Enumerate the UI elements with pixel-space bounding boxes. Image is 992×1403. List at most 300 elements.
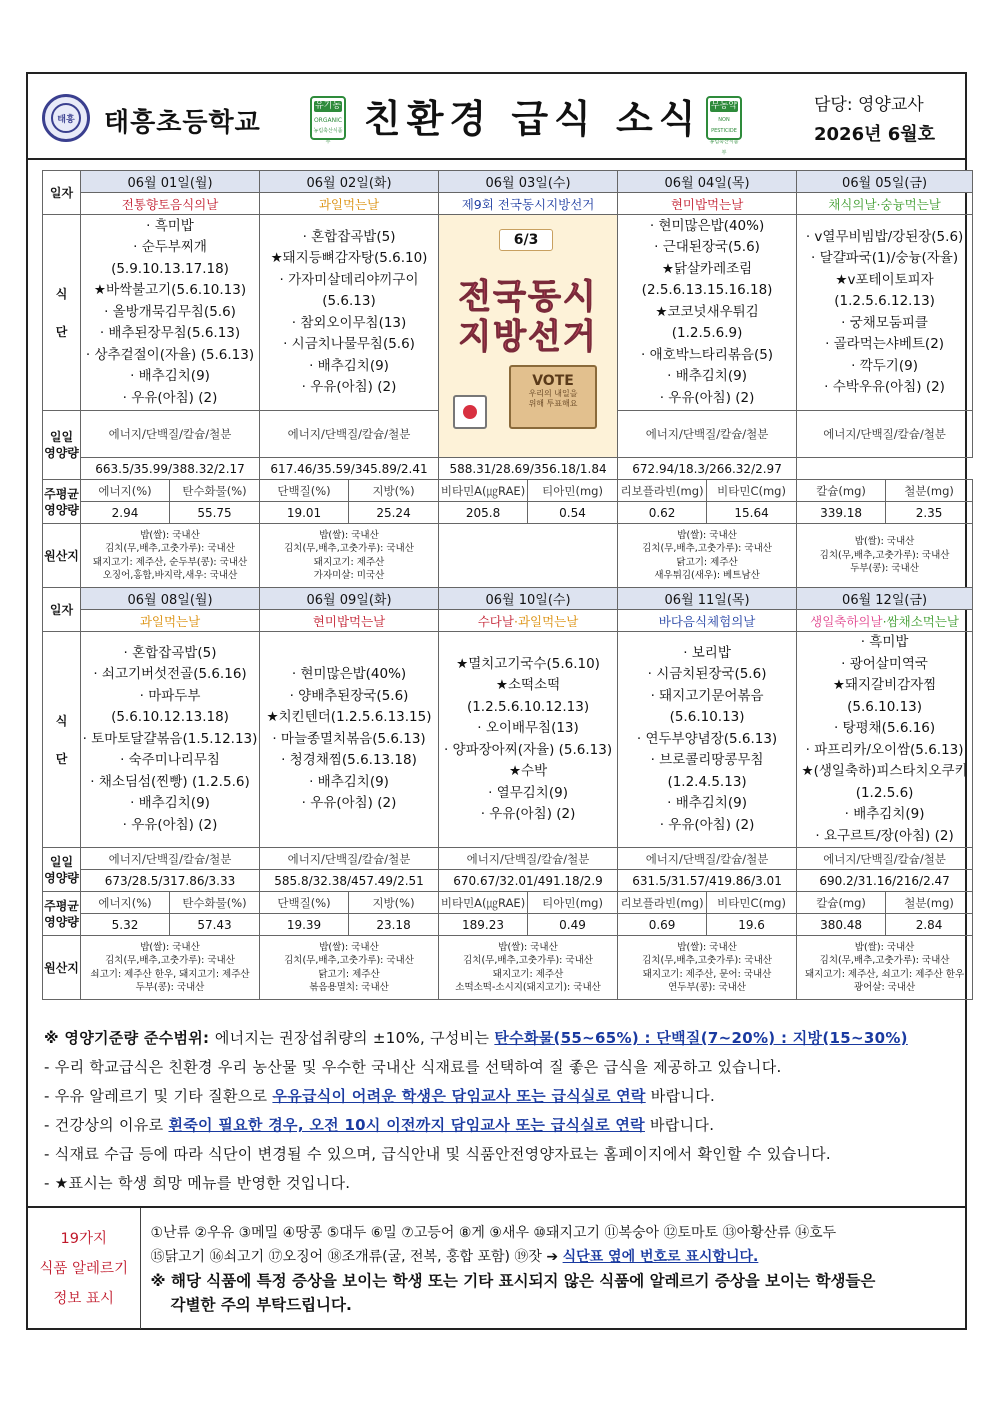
avg-value: 19.39: [260, 914, 349, 936]
menu-item: ★v포테이토피자: [835, 271, 934, 288]
allergy-label-3: 정보 표시: [53, 1290, 115, 1307]
poster-title: 전국동시 지방선거: [458, 277, 598, 357]
day-theme: 현미밥먹는날: [618, 193, 797, 215]
day-date: 06월 02일(화): [260, 171, 439, 193]
nutrition-head: 에너지/단백질/칼슘/철분: [81, 411, 260, 458]
day-menu: [618, 632, 797, 848]
menu-item: · 순두부찌개: [133, 239, 207, 256]
avg-label-2: 영양량: [44, 502, 79, 517]
menu-item: ★돼지갈비감자찜(5.6.10.13): [832, 677, 937, 715]
allergy-list-2b: 식단표 옆에 번호로 표시합니다.: [562, 1248, 759, 1265]
avg-head: 칼슘(mg): [797, 892, 886, 914]
note-porridge-a: - 건강상의 이유로: [44, 1116, 169, 1134]
avg-label: [43, 480, 81, 524]
menu-item: · 배추김치(9): [667, 368, 747, 385]
allergy-body: [140, 1207, 965, 1329]
avg-head: 지방(%): [349, 480, 439, 502]
avg-head: 철분(mg): [886, 892, 973, 914]
menu-item: · 시금치된장국(5.6): [647, 666, 767, 683]
date-row: [43, 588, 973, 610]
menu-item: ★돼지등뼈감자탕(5.6.10): [270, 250, 428, 266]
menu-item: (1.2.5.6.10.12.13): [466, 698, 590, 715]
nutrition-value: 672.94/18.3/266.32/2.97: [618, 458, 797, 480]
note-ingredients: - 우리 학교급식은 친환경 우리 농산물 및 우수한 국내산 식재료를 선택하여 질 좋은 급식을 제공하고 있습니다.: [44, 1058, 782, 1076]
day-theme: [797, 610, 973, 632]
avg-value: 19.01: [260, 502, 349, 524]
note-milk-a: - 우유 알레르기 및 기타 질환으로: [44, 1087, 273, 1105]
day-origin: [260, 524, 439, 588]
menu-item: · 마늘종멸치볶음(5.6.13): [272, 730, 426, 747]
meal-label-2: 단: [55, 324, 68, 339]
avg-head: 에너지(%): [81, 892, 170, 914]
note-porridge-c: 바랍니다.: [644, 1116, 715, 1134]
avg-value: 0.49: [528, 914, 618, 936]
day-origin: [797, 936, 973, 1000]
day-theme: 채식의날·숭늉먹는날: [797, 193, 973, 215]
avg-value: 25.24: [349, 502, 439, 524]
notes: [44, 1024, 954, 1198]
origin-row: [43, 524, 973, 588]
avg-value: 15.64: [707, 502, 797, 524]
origin-item: 밥(쌀): 국내산: [677, 941, 737, 953]
origin-item: 김치(무,배추,고춧가루): 국내산: [642, 543, 772, 554]
menu-item: · 양배추된장국(5.6): [289, 687, 409, 704]
avg-head: 비타민C(mg): [707, 480, 797, 502]
day-menu: [439, 632, 618, 848]
menu-item: · 시금치나물무침(5.6): [283, 336, 415, 352]
menu-item: · 배추김치(9): [130, 368, 210, 385]
badge-foot: 농림축산식품부: [313, 128, 343, 145]
day-date: 06월 08일(월): [81, 588, 260, 610]
theme-part: 수다날: [477, 613, 514, 629]
nutrition-value: 588.31/28.69/356.18/1.84: [439, 458, 618, 480]
avg-head: 리보플라빈(mg): [618, 892, 707, 914]
school-name: 태흥초등학교: [104, 108, 261, 138]
day-date: 06월 10일(수): [439, 588, 618, 610]
nutrition-head: 에너지/단백질/칼슘/철분: [618, 848, 797, 870]
origin-item: 밥(쌀): 국내산: [319, 941, 379, 953]
menu-item: · 쇠고기버섯전골(5.6.16): [93, 666, 247, 683]
school-emblem-icon: [42, 94, 90, 142]
allergy-label: [28, 1207, 140, 1329]
allergy-label-2: 식품 알레르기: [39, 1260, 129, 1277]
nutrition-head: 에너지/단백질/칼슘/철분: [797, 848, 973, 870]
election-poster: [439, 215, 618, 458]
poster-vote: VOTE: [532, 373, 574, 389]
menu-item: (1.2.5.6.12.13): [834, 293, 935, 309]
menu-item: · 궁채모둠피클: [841, 314, 928, 331]
header: [28, 74, 965, 160]
avg-value: 19.6: [707, 914, 797, 936]
day-menu: [797, 215, 973, 411]
avg-label-1: 주평균: [44, 486, 79, 501]
avg-head: 탄수화물(%): [170, 892, 260, 914]
menu-item: ★멸치고기국수(5.6.10): [456, 655, 600, 672]
menu-item: · 탕평채(5.6.16): [833, 720, 936, 736]
meal-label: [43, 632, 81, 848]
menu-item: · 배추김치(9): [130, 795, 210, 812]
origin-item: 돼지고기: 제주산, 문어: 국내산: [642, 968, 772, 980]
origin-row: [43, 936, 973, 1000]
menu-item: · 혼합잡곡밥(5): [302, 228, 396, 245]
avg-value: 5.32: [81, 914, 170, 936]
day-theme: 현미밥먹는날: [260, 610, 439, 632]
menu-item: · 애호박느타리볶음(5): [641, 346, 774, 363]
avg-head: 단백질(%): [260, 480, 349, 502]
day-date: 06월 01일(월): [81, 171, 260, 193]
avg-value-row: [43, 502, 973, 524]
avg-head-row: [43, 892, 973, 914]
poster-body: [439, 215, 617, 457]
daily-label: [43, 848, 81, 892]
avg-head: 탄수화물(%): [170, 480, 260, 502]
origin-item: 밥(쌀): 국내산: [677, 529, 737, 541]
avg-label-1: 주평균: [44, 898, 79, 913]
allergy-list-1: ①난류 ②우유 ③메밀 ④땅콩 ⑤대두 ⑥밀 ⑦고등어 ⑧게 ⑨새우 ⑩돼지고기 ⑪복숭아 ⑫토마토 ⑬아황산류 ⑭호두: [150, 1224, 837, 1241]
origin-item: 김치(무,배추,고춧가루): 국내산: [105, 543, 235, 554]
origin-item: 김치(무,배추,고춧가루): 국내산: [284, 955, 414, 966]
origin-item: 볶음용멸치: 국내산: [309, 982, 389, 993]
ballot-box-icon: [509, 365, 597, 429]
menu-item: (1.2.5.6.9): [671, 325, 743, 342]
badge-foot: 농림축산식품부: [709, 139, 739, 156]
menu-item: · 양파장아찌(자율) (5.6.13): [443, 741, 613, 758]
date-label: 일자: [43, 171, 81, 215]
avg-value: 0.54: [528, 502, 618, 524]
menu-item: · 깍두기(9): [851, 357, 918, 374]
avg-value: 55.75: [170, 502, 260, 524]
newsletter-frame: [26, 72, 967, 1330]
badge-sub: NON PESTICIDE: [711, 117, 737, 134]
origin-item: 광어살: 국내산: [853, 982, 916, 993]
meal-label-1: 식: [55, 286, 68, 301]
theme-part: ·쌈채소먹는날: [882, 613, 960, 629]
menu-item: · 청경채찜(5.6.13.18): [281, 752, 417, 769]
day-origin: [260, 936, 439, 1000]
daily-nutrition-row: [43, 848, 973, 870]
menu-item: · 마파두부(5.6.10.12.13.18): [111, 687, 229, 726]
day-date: 06월 03일(수): [439, 171, 618, 193]
avg-value-row: [43, 914, 973, 936]
origin-item: 밥(쌀): 국내산: [140, 529, 200, 541]
menu-item: · 토마토달걀볶음(1.5.12.13): [82, 730, 258, 747]
menu-item: · 상추겉절이(자율) (5.6.13): [85, 346, 255, 363]
day-origin: [618, 936, 797, 1000]
badge-sub: ORGANIC: [313, 117, 343, 124]
day-origin: [439, 936, 618, 1000]
menu-item: · 올방개묵김무침(5.6): [104, 303, 236, 320]
day-origin: [81, 936, 260, 1000]
daily-label-1: 일일: [49, 430, 74, 444]
menu-item: · 배추김치(9): [309, 773, 389, 790]
note-porridge-b: 흰죽이 필요한 경우, 오전 10시 이전까지 담임교사 또는 급식실로 연락: [168, 1116, 645, 1134]
menu-item: ★소떡소떡: [495, 677, 561, 693]
origin-item: 밥(쌀): 국내산: [498, 941, 558, 953]
day-menu: [618, 215, 797, 411]
daily-nutrition-values: [43, 458, 973, 480]
issue-month: 2026년 6월호: [814, 124, 936, 145]
daily-label-2: 영양량: [44, 446, 79, 460]
day-origin: [618, 524, 797, 588]
menu-item: ★바싹불고기(5.6.10.13): [93, 282, 247, 299]
avg-head: 칼슘(mg): [797, 480, 886, 502]
note-star: - ★표시는 학생 희망 메뉴를 반영한 것입니다.: [44, 1174, 351, 1192]
allergy-caution: ※ 해당 식품에 특정 증상을 보이는 학생 또는 기타 표시되지 않은 식품에 알레르기 증상을 보이는 학생들은: [150, 1271, 876, 1290]
menu-item: (1.2.5.6): [855, 784, 914, 801]
avg-value: 205.8: [439, 502, 528, 524]
menu-item: · 채소딤섬(찐빵) (1.2.5.6): [90, 773, 250, 790]
date-row: [43, 171, 973, 193]
day-theme: 바다음식체험의날: [618, 610, 797, 632]
origin-label: 원산지: [43, 524, 81, 588]
menu-item: · 근대된장국(5.6): [654, 239, 760, 256]
theme-part: 생일축하의날: [810, 613, 883, 629]
poster-sub: 우리의 내일을 위해 투표해요: [528, 389, 578, 408]
page-title: 친환경 급식 소식: [364, 97, 702, 141]
avg-value: 189.23: [439, 914, 528, 936]
allergy-list-2a: ⑮닭고기 ⑯쇠고기 ⑰오징어 ⑱조개류(굴, 전복, 홍합 포함) ⑲잣 ➔: [150, 1248, 563, 1265]
menu-item: · 우유(아침) (2): [659, 389, 755, 406]
avg-value: 380.48: [797, 914, 886, 936]
day-origin: [439, 524, 618, 588]
date-label: 일자: [43, 588, 81, 632]
menu-item: · 열무김치(9): [488, 784, 568, 801]
menu-item: (5.9.10.13.17.18): [111, 260, 229, 277]
meal-label: [43, 215, 81, 411]
avg-head: 티아민(mg): [528, 480, 618, 502]
nutrition-head: 에너지/단백질/칼슘/철분: [260, 411, 439, 458]
day-theme: 제9회 전국동시지방선거: [439, 193, 618, 215]
nutrition-value: 673/28.5/317.86/3.33: [81, 870, 260, 892]
stamp-icon: [453, 395, 487, 429]
menu-item: · 흑미밥: [146, 217, 194, 234]
menu-item: · 요구르트/장(아침) (2): [815, 827, 954, 844]
origin-item: 두부(콩): 국내산: [850, 563, 919, 575]
day-menu: [797, 632, 973, 848]
menu-item: · 현미많은밥(40%): [649, 217, 765, 234]
origin-item: 밥(쌀): 국내산: [854, 536, 915, 548]
note-milk-c: 바랍니다.: [645, 1087, 716, 1105]
menu-item: ★코코넛새우튀김: [655, 303, 759, 320]
origin-item: 김치(무,배추,고춧가루): 국내산: [284, 543, 414, 554]
note-standard-label: ※ 영양기준량 준수범위:: [44, 1029, 215, 1047]
menu-item: · v열무비빔밥/강된장(5.6): [805, 228, 964, 245]
menu-item: (2.5.6.13.15.16.18): [641, 282, 773, 299]
origin-item: 새우튀김(새우): 베트남산: [654, 570, 760, 581]
origin-item: 돼지고기: 제주산, 순두부(콩): 국내산: [92, 556, 248, 568]
day-date: 06월 04일(목): [618, 171, 797, 193]
menu-item: · 연두부양념장(5.6.13): [636, 730, 778, 747]
origin-item: 밥(쌀): 국내산: [319, 529, 379, 541]
menu-item: · 보리밥: [683, 644, 731, 661]
day-theme: 전통향토음식의날: [81, 193, 260, 215]
day-menu: [81, 632, 260, 848]
allergy-label-1: 19가지: [60, 1230, 107, 1247]
note-porridge: [44, 1111, 954, 1140]
menu-item: · 우유(아침) (2): [659, 816, 755, 833]
daily-nutrition-values: [43, 870, 973, 892]
origin-item: 연두부(콩): 국내산: [668, 982, 746, 993]
note-standard: [44, 1024, 954, 1053]
avg-value: 339.18: [797, 502, 886, 524]
avg-head-row: [43, 480, 973, 502]
avg-label: [43, 892, 81, 936]
menu-table: [42, 170, 973, 1000]
day-origin: [81, 524, 260, 588]
menu-item: · 우유(아침) (2): [301, 795, 397, 812]
day-menu: [260, 632, 439, 848]
daily-label-1: 일일: [49, 854, 74, 869]
avg-head: 에너지(%): [81, 480, 170, 502]
week-1: [43, 171, 973, 588]
avg-value: 23.18: [349, 914, 439, 936]
nutrition-head: 에너지/단백질/칼슘/철분: [797, 411, 973, 458]
menu-item: · 파프리카/오이쌈(5.6.13): [805, 741, 964, 758]
nutrition-value: 631.5/31.57/419.86/3.01: [618, 870, 797, 892]
nutrition-value: 690.2/31.16/216/2.47: [797, 870, 973, 892]
organic-badge-icon: [310, 96, 346, 145]
nutrition-head: 에너지/단백질/칼슘/철분: [618, 411, 797, 458]
day-menu: [260, 215, 439, 411]
meal-row: [43, 632, 973, 848]
note-standard-ratio: 탄수화물(55~65%) : 단백질(7~20%) : 지방(15~30%): [494, 1029, 908, 1047]
origin-item: 돼지고기: 제주산: [492, 968, 564, 980]
menu-item: · 우유(아침) (2): [301, 379, 397, 395]
menu-item: (5.6.13): [322, 293, 376, 309]
menu-item: ★닭살카레조림: [661, 260, 753, 277]
menu-item: · 배추김치(9): [667, 795, 747, 812]
avg-value: 2.35: [886, 502, 973, 524]
avg-head: 비타민A(㎍RAE): [439, 892, 528, 914]
origin-item: 돼지고기: 제주산: [313, 556, 385, 568]
nutrition-head: 에너지/단백질/칼슘/철분: [260, 848, 439, 870]
avg-head: 티아민(mg): [528, 892, 618, 914]
day-date: 06월 05일(금): [797, 171, 973, 193]
theme-row: [43, 610, 973, 632]
poster-date: 6/3: [499, 229, 553, 251]
avg-head: 단백질(%): [260, 892, 349, 914]
menu-item: · 가자미살데리야끼구이: [279, 271, 419, 288]
menu-item: ★치킨텐더(1.2.5.6.13.15): [266, 709, 432, 726]
avg-value: 0.69: [618, 914, 707, 936]
daily-label: [43, 411, 81, 480]
note-milk: [44, 1082, 954, 1111]
day-date: 06월 11일(목): [618, 588, 797, 610]
origin-item: 밥(쌀): 국내산: [854, 941, 915, 953]
theme-part: ·과일먹는날: [513, 613, 579, 629]
menu-item: · 수박우유(아침) (2): [824, 379, 945, 395]
menu-item: (1.2.4.5.13): [667, 773, 747, 790]
menu-item: · 우유(아침) (2): [122, 389, 218, 406]
day-theme: 과일먹는날: [81, 610, 260, 632]
nutrition-value: 617.46/35.59/345.89/2.41: [260, 458, 439, 480]
menu-item: · 골라먹는샤베트(2): [825, 336, 945, 352]
menu-item: · 흑미밥: [860, 634, 909, 650]
origin-item: 쇠고기: 제주산 한우, 돼지고기: 제주산: [90, 968, 250, 980]
daily-label-2: 영양량: [44, 870, 79, 885]
origin-item: 김치(무,배추,고춧가루): 국내산: [819, 955, 950, 966]
menu-item: · 광어살미역국: [841, 655, 928, 672]
avg-value: 2.94: [81, 502, 170, 524]
avg-value: 0.62: [618, 502, 707, 524]
avg-label-2: 영양량: [44, 914, 79, 929]
allergy-caution-2: 각별한 주의 부탁드립니다.: [170, 1295, 352, 1314]
week-2: [43, 588, 973, 1000]
origin-item: 김치(무,배추,고춧가루): 국내산: [105, 955, 235, 966]
origin-item: 닭고기: 제주산: [676, 556, 738, 568]
origin-item: 김치(무,배추,고춧가루): 국내산: [819, 549, 950, 561]
menu-item: · 우유(아침) (2): [122, 816, 218, 833]
menu-item: · 배추김치(9): [844, 806, 925, 822]
nutrition-value: 585.8/32.38/457.49/2.51: [260, 870, 439, 892]
avg-head: 지방(%): [349, 892, 439, 914]
menu-item: ★(생일축하)피스타치오쿠키: [801, 763, 968, 779]
day-theme: 과일먹는날: [260, 193, 439, 215]
day-theme: [439, 610, 618, 632]
menu-item: (5.6.10.13): [669, 709, 745, 726]
avg-head: 리보플라빈(mg): [618, 480, 707, 502]
menu-item: · 현미많은밥(40%): [291, 666, 407, 683]
menu-item: ★수박: [508, 763, 548, 779]
origin-item: 밥(쌀): 국내산: [140, 941, 200, 953]
nutrition-value: 670.67/32.01/491.18/2.9: [439, 870, 618, 892]
allergy-info: [28, 1206, 965, 1329]
menu-item: · 배추된장무침(5.6.13): [99, 325, 241, 342]
day-date: 06월 12일(금): [797, 588, 973, 610]
origin-label: 원산지: [43, 936, 81, 1000]
menu-item: · 오이배무침(13): [477, 720, 579, 736]
menu-item: · 돼지고기문어볶음: [650, 687, 764, 704]
avg-value: 57.43: [170, 914, 260, 936]
menu-item: · 브로콜리땅콩무침: [650, 752, 764, 769]
day-menu: [81, 215, 260, 411]
nutrition-head: 에너지/단백질/칼슘/철분: [81, 848, 260, 870]
menu-item: · 숙주미나리무침: [120, 752, 220, 769]
day-date: 06월 09일(화): [260, 588, 439, 610]
badge-label: 무농약: [710, 101, 738, 111]
origin-item: 가자미살: 미국산: [313, 570, 385, 581]
day-origin: [797, 524, 973, 588]
theme-row: [43, 193, 973, 215]
menu-item: · 혼합잡곡밥(5): [123, 644, 217, 661]
origin-item: 김치(무,배추,고춧가루): 국내산: [642, 955, 772, 966]
avg-head: 비타민A(㎍RAE): [439, 480, 528, 502]
avg-head: 비타민C(mg): [707, 892, 797, 914]
origin-item: 소떡소떡-소시지(돼지고기): 국내산: [455, 982, 601, 993]
allergy-list-2: [151, 1245, 956, 1269]
menu-item: · 우유(아침) (2): [480, 806, 576, 822]
origin-item: 돼지고기: 제주산, 쇠고기: 제주산 한우: [804, 968, 965, 980]
menu-item: · 참외오이무침(13): [291, 314, 407, 331]
emblem-text: 태흥: [51, 103, 81, 133]
menu-item: · 달걀파국(1)/숭늉(자율): [811, 250, 959, 266]
nutrition-head: 에너지/단백질/칼슘/철분: [439, 848, 618, 870]
avg-head: 철분(mg): [886, 480, 973, 502]
origin-item: 두부(콩): 국내산: [135, 982, 205, 993]
avg-value: 2.84: [886, 914, 973, 936]
origin-item: 오징어,홍합,바지락,새우: 국내산: [102, 570, 238, 581]
nutrition-value: 663.5/35.99/388.32/2.17: [81, 458, 260, 480]
note-milk-b: 우유급식이 어려운 학생은 담임교사 또는 급식실로 연락: [272, 1087, 646, 1105]
note-change: - 식재료 수급 등에 따라 식단이 변경될 수 있으며, 급식안내 및 식품안전영양자료는 홈페이지에서 확인할 수 있습니다.: [44, 1145, 832, 1163]
menu-item: · 배추김치(9): [309, 357, 389, 374]
origin-item: 김치(무,배추,고춧가루): 국내산: [463, 955, 593, 966]
meal-row: [43, 215, 973, 411]
badge-label: 유기농: [314, 101, 342, 111]
meal-label-2: 단: [55, 751, 68, 766]
origin-item: 닭고기: 제주산: [318, 968, 380, 980]
manager: 담당: 영양교사: [814, 95, 924, 115]
